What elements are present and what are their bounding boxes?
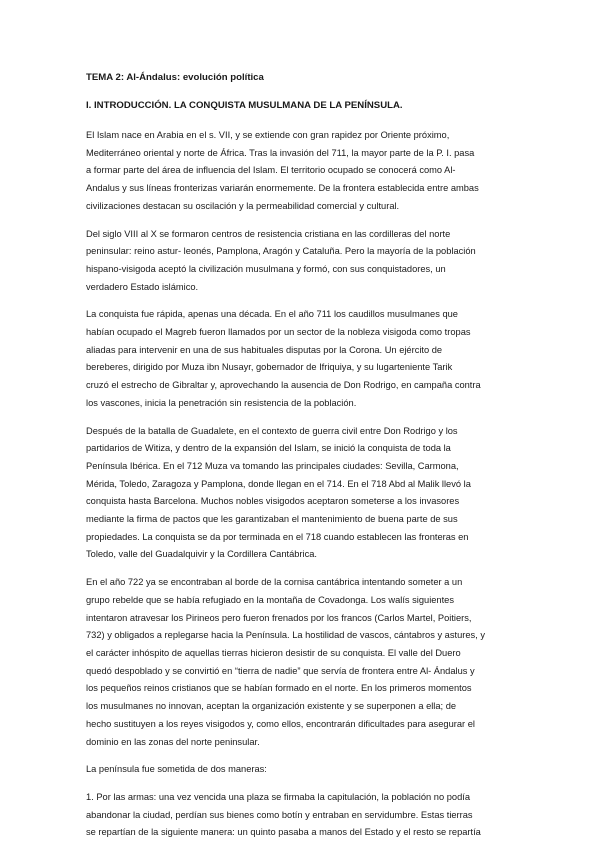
paragraph-line: los vascones, inicia la penetración sin resistencia de la población. (86, 397, 357, 408)
paragraph-line: La conquista fue rápida, apenas una década. En el año 711 los caudillos musulmanes que (86, 309, 458, 320)
paragraph-line: bereberes, dirigido por Muza ibn Nusayr, gobernador de Ifriquiya, y su lugarteniente Tarik (86, 362, 453, 373)
paragraph-line: se repartían de la siguiente manera: un quinto pasaba a manos del Estado y el resto se repartía (86, 827, 481, 838)
paragraph (86, 306, 529, 412)
paragraph (86, 574, 529, 751)
paragraph-line: Andalus y sus líneas fronterizas variarán enormemente. De la frontera establecida entre ambas (86, 183, 479, 194)
paragraph-line: hecho sustituyen a los reyes visigodos y, como ellos, encontrarán dificultades para asegurar el (86, 718, 475, 729)
paragraph-line: En el año 722 ya se encontraban al borde de la cornisa cantábrica intentando someter a un (86, 577, 463, 588)
paragraph-line: intentaron atravesar los Pirineos pero fueron frenados por los francos (Carlos Martel, Poitiers, (86, 612, 472, 623)
paragraph-line: El Islam nace en Arabia en el s. VII, y se extiende con gran rapidez por Oriente próximo, (86, 130, 450, 140)
paragraph (86, 761, 529, 779)
paragraph-line: los musulmanes no innovan, aceptan la organización existente y se superponen a ella; de (86, 701, 457, 712)
paragraph-line: 732) y obligados a replegarse hacia la Península. La hostilidad de vascos, cántabros y astures, y (86, 630, 485, 641)
paragraph-line: Mérida, Toledo, Zaragoza y Pamplona, donde llegan en el 714. En el 718 Abd al Malik llevó la (86, 478, 471, 489)
paragraph (86, 226, 529, 297)
paragraph (86, 789, 529, 842)
paragraph-line: hispano-visigoda aceptó la civilización musulmana y formó, con sus conquistadores, un (86, 263, 446, 274)
paragraph-line: Toledo, valle del Guadalquivir y la Cordillera Cantábrica. (86, 549, 317, 560)
paragraph-line: abandonar la ciudad, perdían sus bienes como botín y entraban en servidumbre. Estas tierras (86, 809, 473, 820)
paragraph (86, 127, 529, 216)
paragraph-line: civilizaciones destacan su oscilación y la permeabilidad comercial y cultural. (86, 200, 400, 211)
paragraph-line: Península Ibérica. En el 712 Muza va tomando las principales ciudades: Sevilla, Carmona, (86, 460, 459, 471)
paragraph-line: mediante la firma de pactos que les garantizaban el mantenimiento de buena parte de sus (86, 514, 458, 525)
paragraph-line: quedó despoblado y se convirtió en “tierra de nadie” que servía de frontera entre Al- Ándalus y (86, 665, 475, 676)
paragraph-line: Del siglo VIII al X se formaron centros de resistencia cristiana en las cordilleras del norte (86, 228, 451, 239)
paragraph (86, 423, 529, 565)
paragraph-line: cruzó el estrecho de Gibraltar y, aprovechando la ausencia de Don Rodrigo, en campaña contra (86, 380, 481, 391)
paragraph-line: La península fue sometida de dos maneras: (86, 764, 267, 775)
paragraph-line: dominio en las zonas del norte peninsular. (86, 736, 260, 747)
paragraph-line: peninsular: reino astur- leonés, Pamplona, Aragón y Cataluña. Pero la mayoría de la población (86, 246, 476, 257)
section-heading: I. INTRODUCCIÓN. LA CONQUISTA MUSULMANA DE LA PENÍNSULA. (86, 100, 403, 111)
paragraph-line: conquista hasta Barcelona. Muchos nobles visigodos aceptaron someterse a los invasores (86, 496, 460, 507)
paragraph-line: los pequeños reinos cristianos que se habían formado en el norte. En los primeros momentos (86, 683, 472, 694)
paragraph-line: propiedades. La conquista se da por terminada en el 718 cuando establecen las fronteras en (86, 531, 469, 542)
document-body (86, 127, 529, 842)
paragraph-line: verdadero Estado islámico. (86, 281, 199, 292)
paragraph-line: Después de la batalla de Guadalete, en el contexto de guerra civil entre Don Rodrigo y los (86, 425, 458, 436)
paragraph-line: a formar parte del área de influencia del Islam. El territorio ocupado se conocerá como Al- (86, 165, 456, 176)
topic-title: TEMA 2: Al-Ándalus: evolución política (86, 72, 264, 83)
paragraph-line: 1. Por las armas: una vez vencida una plaza se firmaba la capitulación, la población no podía (86, 791, 470, 802)
paragraph-line: partidarios de Witiza, y dentro de la expansión del Islam, se inició la conquista de toda la (86, 443, 451, 454)
paragraph-line: Mediterráneo oriental y norte de África. Tras la invasión del 711, la mayor parte de la P. I. pasa (86, 147, 475, 158)
paragraph-line: el carácter inhóspito de aquellas tierras hicieron desistir de su conquista. El valle del Duero (86, 647, 461, 658)
paragraph-line: grupo rebelde que se había refugiado en la montaña de Covadonga. Los walís siguientes (86, 594, 455, 605)
paragraph-line: habían ocupado el Magreb fueron llamados por un sector de la nobleza visigoda como tropas (86, 327, 471, 338)
paragraph-line: aliadas para intervenir en una de sus habituales disputas por la Corona. Un ejército de (86, 344, 443, 355)
